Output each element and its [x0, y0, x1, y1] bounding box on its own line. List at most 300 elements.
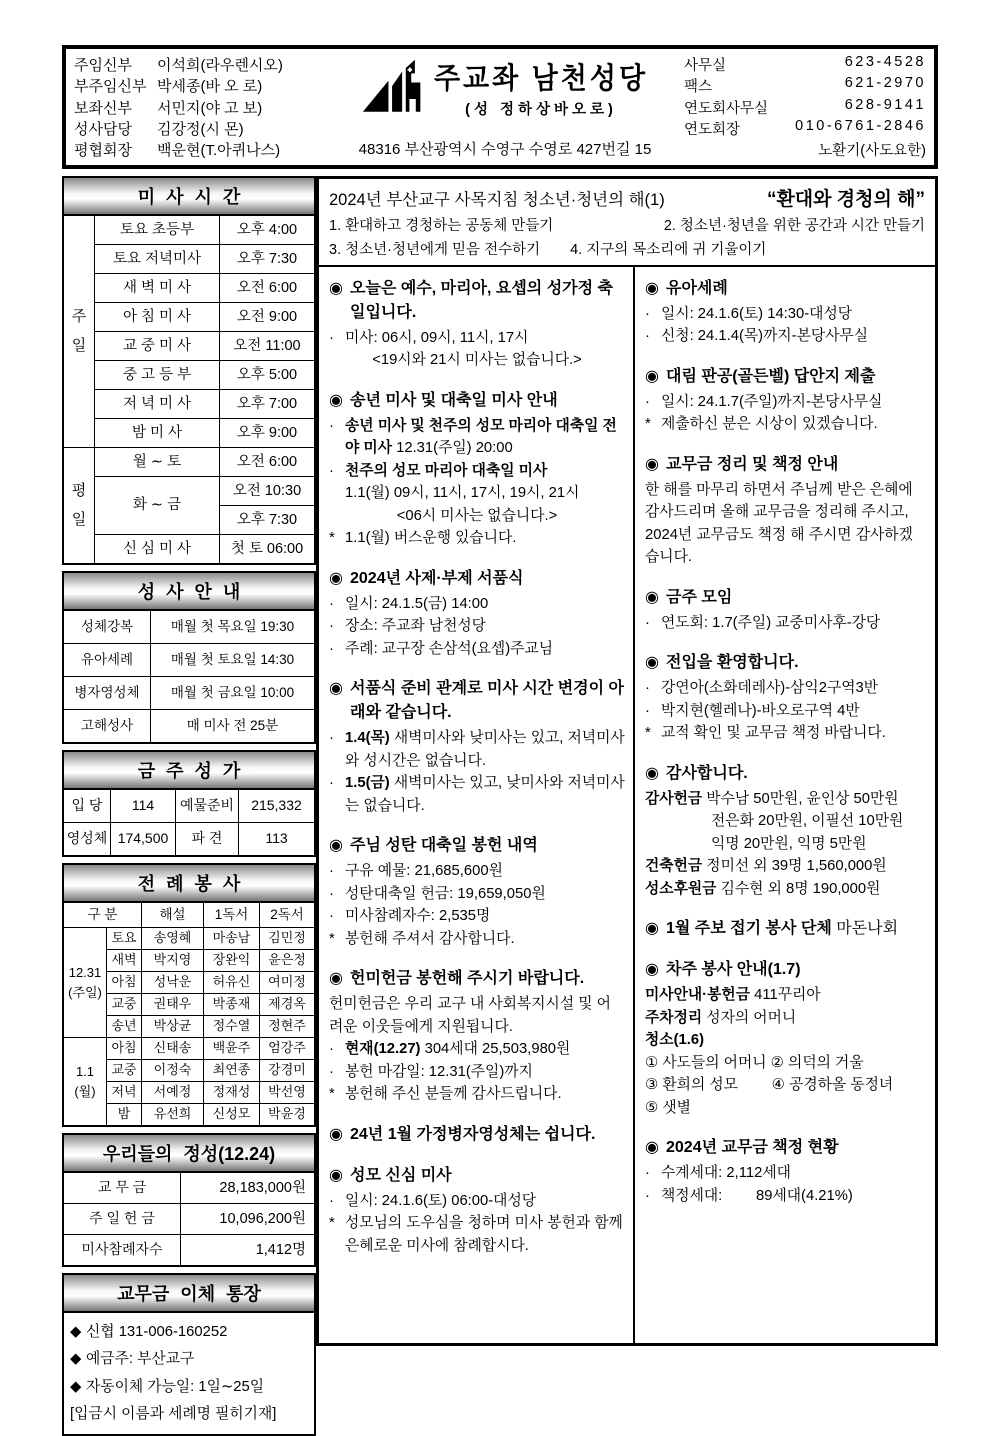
line-marker: · [329, 618, 334, 635]
table-cell: 중 고 등 부 [95, 361, 219, 389]
banner-quote: “환대와 경청의 해” [766, 189, 925, 210]
line-text: 봉헌 마감일: 12.31(주일)까지 [345, 1063, 533, 1080]
liturgy-roles-table [62, 863, 316, 1127]
announcement-line [645, 984, 927, 1006]
table-cell: 신 심 미 사 [95, 535, 219, 563]
line-text: 신협 131-006-160252 [86, 1324, 228, 1340]
announcement-line [329, 349, 625, 371]
line-text: 12.31(주일) 20:00 [392, 440, 513, 457]
hymns-header: 금 주 성 가 [64, 752, 314, 790]
line-marker: · [329, 1041, 334, 1058]
announcement-section [645, 762, 927, 900]
line-text: 새벽미사와 낮미사는 있고, 저녁미사와 성시간은 없습니다. [345, 730, 625, 769]
table-cell: 예물준비 [176, 790, 238, 822]
left-column [62, 176, 316, 1436]
announcement-section [645, 651, 927, 744]
line-marker: · [329, 1063, 334, 1080]
contact-row [684, 75, 926, 96]
table-cell: 화 ∼ 금 [95, 477, 219, 534]
announcement-line [645, 878, 927, 900]
table-cell: 신태송 [142, 1038, 203, 1059]
section-title-row [329, 277, 625, 325]
table-cell: 오후 9:00 [220, 419, 314, 447]
announcement-line [645, 391, 927, 413]
section-title-row [645, 1136, 927, 1160]
table-cell: 교 중 미 사 [95, 332, 219, 360]
section-title: 주님 성탄 대축일 봉헌 내역 [350, 837, 538, 855]
line-marker: * [329, 1086, 335, 1103]
clergy-role: 보좌신부 [74, 99, 132, 117]
line-text: 자동이체 가능일: 1일∼25일 [86, 1378, 265, 1395]
section-title: 유아세례 [666, 280, 728, 297]
contact-value: 621-2970 [844, 75, 926, 92]
line-marker: · [645, 393, 650, 410]
section-title: 성모 신심 미사 [350, 1166, 452, 1184]
section-lines [645, 677, 927, 744]
transfer-line [70, 1348, 308, 1370]
table-cell: 12.31 (주일) [64, 928, 106, 1037]
line-text: 일시: 24.1.6(토) 14:30-대성당 [661, 306, 853, 322]
announcement-section [329, 277, 625, 372]
clergy-name: 백운현(T.아퀴나스) [157, 142, 281, 159]
announcement-section [329, 1164, 625, 1257]
liturgy-roles-header: 전 례 봉 사 [64, 865, 314, 903]
table-cell: 박선영 [260, 1082, 314, 1103]
line-marker: · [329, 640, 334, 657]
table-cell: 매월 첫 금요일 10:00 [151, 677, 314, 709]
section-title: 24년 1월 가정병자영성체는 쉽니다. [350, 1125, 596, 1143]
announcement-section [645, 365, 927, 436]
section-title-row [329, 389, 625, 413]
table-cell: 오전 10:30 [220, 477, 314, 505]
line-marker: · [329, 885, 334, 902]
announcement-line [329, 593, 625, 615]
section-title: 2024년 사제·부제 서품식 [350, 569, 524, 587]
announcement-line [329, 1190, 625, 1212]
announcement-line [645, 833, 927, 855]
section-bullet-icon: ◉ [645, 455, 659, 473]
clergy-name: 서민지(야 고 보) [157, 99, 263, 117]
table-cell: 박윤경 [260, 1104, 314, 1125]
section-title: 1월 주보 접기 봉사 단체 [666, 920, 832, 938]
line-marker: · [645, 702, 650, 719]
line-text: 책정세대: 89세대(4.21%) [661, 1187, 853, 1204]
line-marker: · [645, 1165, 650, 1182]
line-marker: * [645, 416, 651, 433]
line-text: 성모님의 도우심을 청하며 미사 봉헌과 함께 은혜로운 미사에 참례합시다. [345, 1215, 623, 1254]
line-text: 1.1(월) 버스운행 있습니다. [345, 530, 517, 547]
announcement-line [329, 727, 625, 772]
section-lines [645, 391, 927, 436]
table-cell: 영성체 [64, 823, 110, 855]
announcement-line [329, 638, 625, 660]
announcement-line [645, 677, 927, 699]
section-title-row [329, 567, 625, 591]
line-text: 연도회: 1.7(주일) 교중미사후-강당 [661, 614, 881, 631]
line-text: 일시: 24.1.7(주일)까지-본당사무실 [661, 393, 883, 410]
contact-value: 010-6761-2846 [795, 117, 926, 134]
line-text: 박수남 50만원, 윤인상 50만원 [702, 790, 899, 807]
table-cell: 오후 4:00 [220, 216, 314, 244]
section-title-row [645, 958, 927, 982]
table-cell: 오후 7:30 [220, 245, 314, 273]
table-cell: 이정숙 [142, 1060, 203, 1081]
line-text: ⑤ 샛별 [645, 1099, 691, 1116]
section-lines [645, 1162, 927, 1207]
announcement-line [329, 482, 625, 504]
line-text: ③ 환희의 성모 ④ 공경하올 동정녀 [645, 1077, 894, 1094]
section-title-row [645, 277, 927, 301]
section-lines [645, 303, 927, 348]
section-title: 서품식 준비 관계로 미사 시간 변경이 아래와 같습니다. [350, 680, 624, 722]
contact-row [684, 118, 926, 139]
announcement-section [645, 586, 927, 634]
line-marker: · [329, 595, 334, 612]
line-marker: · [645, 1187, 650, 1204]
transfer-line [70, 1403, 308, 1425]
announcement-line [329, 527, 625, 549]
section-title: 교무금 정리 및 책정 안내 [666, 455, 839, 473]
section-bullet-icon: ◉ [329, 391, 343, 409]
table-cell: 밤 미 사 [95, 419, 219, 447]
clergy-name: 이석희(라우렌시오) [157, 57, 283, 74]
section-bullet-icon: ◉ [329, 569, 343, 587]
hymns-grid [64, 790, 314, 855]
table-cell: 오전 11:00 [220, 332, 314, 360]
line-bold-text: 청소(1.6) [645, 1032, 705, 1049]
announcement-line [329, 505, 625, 527]
table-cell: 허유신 [204, 972, 259, 993]
table-cell: 1,412명 [181, 1235, 314, 1265]
announcement-line [645, 1007, 927, 1029]
middle-column [319, 267, 635, 1343]
announcement-section [645, 1136, 927, 1207]
table-cell: 최연종 [204, 1060, 259, 1081]
announcement-line [329, 1061, 625, 1083]
section-title: 오늘은 예수, 마리아, 요셉의 성가정 축일입니다. [350, 280, 613, 321]
section-title-row [645, 453, 927, 477]
mass-times-header: 미 사 시 간 [64, 178, 314, 216]
table-cell: 113 [239, 823, 314, 855]
transfer-line [70, 1321, 308, 1343]
announcement-line [329, 860, 625, 882]
transfer-account-lines [64, 1313, 314, 1434]
section-title-row [329, 834, 625, 858]
table-cell: 교 무 금 [64, 1173, 180, 1203]
line-text: 성자의 어머니 [702, 1009, 797, 1026]
section-title-row [645, 365, 927, 389]
announcement-columns [319, 267, 935, 1343]
banner-item: 2. 청소년·청년을 위한 공간과 시간 만들기 [663, 218, 925, 234]
announcement-section [329, 677, 625, 817]
clergy-name: 박세종(바 오 로) [157, 78, 263, 96]
announcement-line [329, 1038, 625, 1060]
announcement-section [329, 1123, 625, 1147]
table-cell: 성체강복 [64, 611, 150, 643]
table-cell: 오후 7:30 [220, 506, 314, 534]
contact-row [684, 97, 926, 118]
section-bullet-icon: ◉ [645, 367, 659, 385]
announcement-line [645, 1052, 927, 1074]
section-lines [329, 993, 625, 1105]
line-text: 교적 확인 및 교무금 책정 바랍니다. [661, 725, 886, 742]
table-cell: 해설 [142, 903, 203, 927]
transfer-account-box [62, 1273, 316, 1436]
line-text: 박지현(헬레나)-바오로구역 4반 [661, 702, 860, 719]
hymns-table [62, 750, 316, 857]
table-cell: 주일 [64, 216, 94, 447]
line-bold-text: 미사안내·봉헌금 [645, 987, 750, 1004]
announcement-line [645, 325, 927, 347]
line-text: 정미선 외 39명 1,560,000원 [702, 858, 887, 875]
diamond-bullet-icon: ◆ [70, 1324, 82, 1340]
line-text: 봉헌해 주신 분들께 감사드립니다. [345, 1086, 562, 1103]
line-bold-text: 성소후원금 [645, 880, 717, 897]
announcement-line [645, 1074, 927, 1096]
diamond-bullet-icon: ◆ [70, 1351, 82, 1368]
table-cell: 교중 [107, 994, 141, 1015]
line-text: 수계세대: 2,112세대 [661, 1165, 791, 1182]
section-title-row [329, 1123, 625, 1147]
section-bullet-icon: ◉ [329, 970, 343, 988]
table-cell: 새벽 [107, 950, 141, 971]
offerings-table [62, 1133, 316, 1267]
line-bold-text: 송년 미사 및 천주의 성모 마리아 대축일 전야 미사 [345, 417, 617, 457]
line-text: 성탄대축일 헌금: 19,659,050원 [345, 885, 546, 902]
line-text: 새벽미사는 있고, 낮미사와 저녁미사는 없습니다. [345, 775, 625, 814]
line-bold-text: 1.4(목) [345, 730, 390, 747]
table-cell: 김민정 [260, 928, 314, 949]
table-cell: 박지영 [142, 950, 203, 971]
announcement-section [329, 389, 625, 550]
clergy-role: 성사담당 [74, 120, 132, 138]
line-marker: · [645, 680, 650, 697]
section-lines [645, 788, 927, 900]
mass-times-table [62, 176, 316, 565]
table-cell: 215,332 [239, 790, 314, 822]
announcement-line [645, 413, 927, 435]
table-cell: 송영혜 [142, 928, 203, 949]
section-title: 금주 모임 [666, 588, 733, 606]
banner-item: 1. 환대하고 경청하는 공동체 만들기 [329, 218, 554, 234]
table-cell: 유선희 [142, 1104, 203, 1125]
table-cell: 주 일 헌 금 [64, 1204, 180, 1234]
announcement-section [329, 834, 625, 950]
line-text: 일시: 24.1.5(금) 14:00 [345, 595, 489, 612]
table-cell: 저녁 [107, 1082, 141, 1103]
announcement-section [645, 277, 927, 348]
line-text: 411꾸리아 [750, 987, 821, 1004]
table-cell: 월 ∼ 토 [95, 448, 219, 476]
table-cell: 윤은정 [260, 950, 314, 971]
line-text: 한 해를 마무리 하면서 주님께 받은 은혜에 감사드리며 올해 교무금을 정리해 주시고, 2024년 교무금도 책정 해 주시면 감사하겠습니다. [645, 481, 913, 566]
line-marker: · [329, 863, 334, 880]
section-bullet-icon: ◉ [645, 280, 659, 297]
line-bold-text: 천주의 성모 마리아 대축일 미사 [345, 462, 548, 479]
line-text: 일시: 24.1.6(토) 06:00-대성당 [345, 1192, 537, 1209]
line-bold-text: 현재(12.27) [345, 1041, 421, 1058]
table-cell: 파 견 [176, 823, 238, 855]
table-cell: 매월 첫 토요일 14:30 [151, 644, 314, 676]
table-cell: 송년 [107, 1016, 141, 1037]
section-title-row [645, 762, 927, 786]
clergy-row [74, 97, 326, 118]
table-cell: 유아세례 [64, 644, 150, 676]
line-marker: * [645, 725, 651, 742]
announcement-line [329, 883, 625, 905]
section-bullet-icon: ◉ [329, 1125, 343, 1143]
line-marker: · [329, 330, 334, 346]
table-cell: 첫 토 06:00 [220, 535, 314, 563]
table-cell: 장완익 [204, 950, 259, 971]
line-text: <06시 미사는 없습니다.> [396, 507, 558, 524]
line-marker: · [329, 462, 334, 479]
announcement-section [645, 453, 927, 569]
diocese-logo-icon [362, 57, 424, 119]
line-marker: · [329, 775, 334, 792]
contact-list [684, 54, 926, 160]
sacraments-table [62, 571, 316, 744]
announcement-line [329, 615, 625, 637]
transfer-account-header: 교무금 이체 통장 [64, 1275, 314, 1313]
announcement-section [645, 917, 927, 941]
section-bullet-icon: ◉ [645, 654, 659, 672]
clergy-role: 주임신부 [74, 57, 132, 74]
line-text: [입금시 이름과 세례명 필히기재] [70, 1406, 277, 1423]
line-text: 미사: 06시, 09시, 11시, 17시 [345, 330, 529, 346]
announcement-line [329, 993, 625, 1038]
table-cell: 백윤주 [204, 1038, 259, 1059]
table-cell: 저 녁 미 사 [95, 390, 219, 418]
announcement-line [329, 772, 625, 817]
section-lines [329, 327, 625, 372]
line-text: 익명 20만원, 익명 5만원 [711, 835, 867, 852]
section-title: 헌미헌금 봉헌해 주시기 바랍니다. [350, 970, 585, 988]
table-cell: 새 벽 미 사 [95, 274, 219, 302]
section-title-row [645, 586, 927, 610]
masthead-center [326, 54, 684, 160]
section-title-row [329, 967, 625, 991]
section-title-row [329, 1164, 625, 1188]
pastoral-banner [319, 179, 935, 267]
table-cell: 병자영성체 [64, 677, 150, 709]
table-cell: 마송남 [204, 928, 259, 949]
line-text: 강연아(소화데레사)-삼익2구역3반 [661, 680, 879, 697]
table-cell: 오전 6:00 [220, 274, 314, 302]
table-cell: 미사참례자수 [64, 1235, 180, 1265]
announcement-section [329, 967, 625, 1105]
table-cell: 아침 [107, 972, 141, 993]
table-cell: 174,500 [111, 823, 175, 855]
line-marker: · [645, 614, 650, 631]
contact-label: 연도회장 [684, 121, 741, 138]
table-cell: 오전 9:00 [220, 303, 314, 331]
sacraments-grid [64, 611, 314, 742]
section-title-row [645, 917, 927, 941]
line-text: 김수현 외 8명 190,000원 [716, 880, 881, 897]
announcement-line [645, 788, 927, 810]
table-cell: 1독서 [204, 903, 259, 927]
section-lines [645, 479, 927, 569]
announcement-line [329, 1212, 625, 1257]
line-marker: · [329, 1192, 334, 1209]
clergy-name: 김강정(시 몬) [157, 120, 244, 138]
masthead-title-row [362, 56, 648, 119]
table-cell: 구 분 [64, 903, 141, 927]
announcement-line [645, 479, 927, 569]
table-cell: 입 당 [64, 790, 110, 822]
clergy-row [74, 54, 326, 75]
clergy-role: 평협회장 [74, 142, 132, 159]
announcement-section [645, 958, 927, 1119]
announcement-line [329, 327, 625, 349]
table-cell: 토요 저녁미사 [95, 245, 219, 273]
line-text: 예금주: 부산교구 [86, 1351, 195, 1368]
diamond-bullet-icon: ◆ [70, 1378, 82, 1395]
announcement-line [645, 612, 927, 634]
section-bullet-icon: ◉ [645, 1139, 659, 1157]
section-lines [645, 984, 927, 1119]
table-cell: 아 침 미 사 [95, 303, 219, 331]
contact-label: 팩스 [684, 79, 713, 96]
table-cell: 제경옥 [260, 994, 314, 1015]
section-title: 2024년 교무금 책정 현황 [666, 1139, 839, 1157]
table-cell: 권태우 [142, 994, 203, 1015]
address: 48316 부산광역시 수영구 수영로 427번길 15 [358, 141, 652, 158]
line-bold-text: 1.5(금) [345, 775, 390, 792]
line-text: 구유 예물: 21,685,600원 [345, 863, 503, 880]
contact-value: 노환기(사도요한) [818, 143, 926, 159]
banner-item: 3. 청소년·청년에게 믿음 전수하기 [329, 242, 541, 258]
clergy-row [74, 118, 326, 139]
announcements-box [316, 176, 938, 1346]
announcement-line [329, 460, 625, 482]
line-bold-text: 감사헌금 [645, 790, 703, 807]
table-cell: 강경미 [260, 1060, 314, 1081]
table-cell: 2독서 [260, 903, 314, 927]
line-text: ① 사도들의 어머니 ② 의덕의 거울 [645, 1054, 864, 1071]
masthead-titles [434, 56, 648, 119]
liturgy-roles-grid [64, 903, 314, 1125]
section-lines [329, 727, 625, 817]
announcement-line [645, 722, 927, 744]
announcement-line [329, 1083, 625, 1105]
table-cell: 성낙운 [142, 972, 203, 993]
section-title: 감사합니다. [666, 764, 748, 782]
table-cell: 토요 초등부 [95, 216, 219, 244]
clergy-row [74, 139, 326, 160]
section-lines [329, 415, 625, 550]
contact-label [684, 139, 774, 160]
table-cell: 아침 [107, 1038, 141, 1059]
line-marker: * [329, 1215, 335, 1232]
table-cell: 정재성 [204, 1082, 259, 1103]
patron-subtitle: (성 정하상바오로) [465, 102, 617, 118]
section-lines [329, 860, 625, 950]
line-text: 전은화 20만원, 이필선 10만원 [711, 813, 904, 830]
table-cell: 정수열 [204, 1016, 259, 1037]
masthead [62, 45, 938, 169]
table-cell: 오전 6:00 [220, 448, 314, 476]
table-cell: 10,096,200원 [181, 1204, 314, 1234]
line-text: 미사참례자수: 2,535명 [345, 908, 491, 925]
table-cell: 박상균 [142, 1016, 203, 1037]
clergy-role: 부주임신부 [74, 78, 147, 96]
line-marker: · [329, 417, 334, 434]
announcement-line [329, 905, 625, 927]
table-cell: 토요 [107, 928, 141, 949]
section-title-row [645, 651, 927, 675]
